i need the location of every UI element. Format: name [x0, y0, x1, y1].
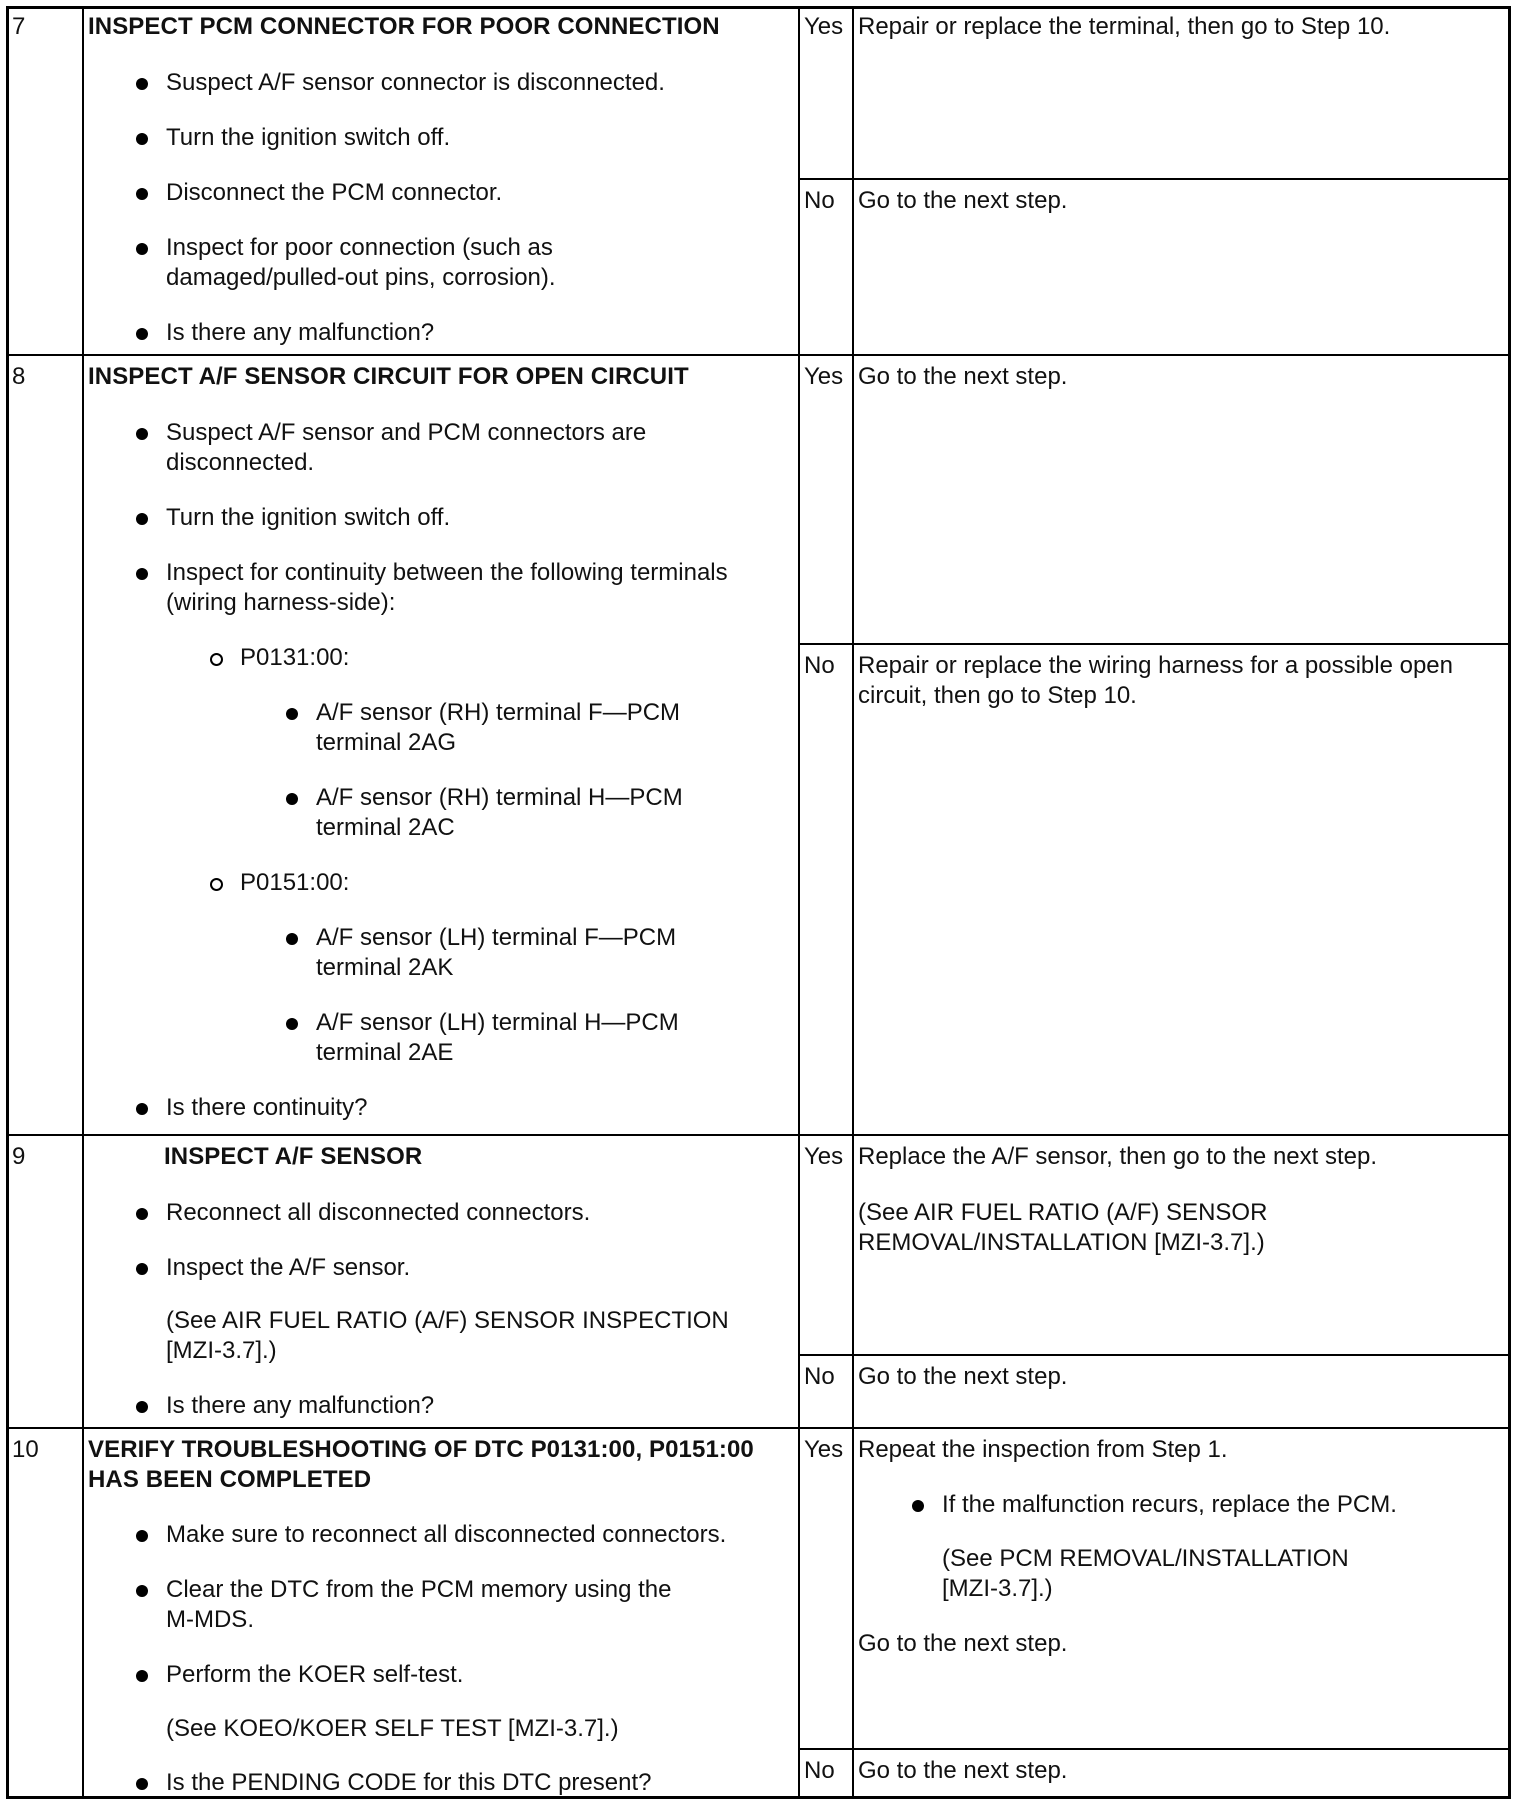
bullet-icon	[136, 1585, 148, 1597]
step-number: 8	[12, 363, 26, 390]
step-number: 7	[12, 13, 26, 40]
no-label: No	[804, 1363, 835, 1390]
bullet-icon	[136, 1263, 148, 1275]
no-action-continued: circuit, then go to Step 10.	[858, 682, 1137, 709]
bullet-icon	[286, 1018, 298, 1030]
bullet-icon	[136, 1208, 148, 1220]
no-label: No	[804, 187, 835, 214]
yes-reference-continued: [MZI-3.7].)	[942, 1575, 1053, 1602]
no-label: No	[804, 1757, 835, 1784]
bullet-icon	[136, 568, 148, 580]
yes-action: Repair or replace the terminal, then go to Step 10.	[858, 13, 1391, 40]
bullet-icon	[286, 708, 298, 720]
yes-action: Repeat the inspection from Step 1.	[858, 1436, 1228, 1463]
yes-next: Go to the next step.	[858, 1630, 1068, 1657]
yes-label: Yes	[804, 13, 844, 40]
terminal-item-continued: terminal 2AK	[316, 954, 454, 981]
see-reference: (See AIR FUEL RATIO (A/F) SENSOR INSPECTION	[166, 1307, 729, 1334]
bullet-icon	[136, 1103, 148, 1115]
step-number: 9	[12, 1143, 26, 1170]
step-row-10: 10 VERIFY TROUBLESHOOTING OF DTC P0131:00, P0151:00 HAS BEEN COMPLETED Make sure to reconnect all disconnected connectors. Clear the DTC from the PCM memory using the M-MDS. Perform the KOER self-test. (See KOEO/KOER SELF TEST [MZI-3.7].) Is the PENDING CODE for this DTC present? Yes Repeat the inspection from Step 1. If the malfunction recurs, replace the PCM. (See PCM REMOVAL/INSTALLATION [MZI-3.7].) Go to the next step. No Go to the next step.	[6, 1427, 1511, 1799]
bullet-icon	[136, 328, 148, 340]
list-item-continued: (wiring harness-side):	[166, 589, 396, 616]
bullet-icon	[286, 793, 298, 805]
bullet-icon	[136, 428, 148, 440]
no-action: Go to the next step.	[858, 187, 1068, 214]
bullet-icon	[136, 1670, 148, 1682]
yes-reference: (See PCM REMOVAL/INSTALLATION	[942, 1545, 1349, 1572]
yes-action: Go to the next step.	[858, 363, 1068, 390]
no-action: Go to the next step.	[858, 1757, 1068, 1784]
bullet-icon	[286, 933, 298, 945]
step-title: INSPECT PCM CONNECTOR FOR POOR CONNECTION	[88, 13, 720, 40]
see-reference-continued: [MZI-3.7].)	[166, 1337, 277, 1364]
step-title: INSPECT A/F SENSOR CIRCUIT FOR OPEN CIRCUIT	[88, 363, 689, 390]
list-item-continued: M-MDS.	[166, 1606, 254, 1633]
yes-label: Yes	[804, 1436, 844, 1463]
circle-bullet-icon	[210, 653, 223, 666]
bullet-icon	[136, 1401, 148, 1413]
step-row-8: 8 INSPECT A/F SENSOR CIRCUIT FOR OPEN CIRCUIT Suspect A/F sensor and PCM connectors are disconnected. Turn the ignition switch off. Inspect for continuity between the following terminals (wiring harness-side): P0131:00: A/F sensor (RH) terminal F—PCM terminal 2AG A/F sensor (RH) terminal H—PCM terminal 2AC P0151:00: A/F sensor (LH) terminal F—PCM terminal 2AK A/F sensor (LH) terminal H—PCM terminal 2AE Is there continuity? Yes Go to the next step. No Repair or replace the wiring harness for a possible open circuit, then go to Step 10.	[6, 354, 1511, 1134]
bullet-icon	[136, 1530, 148, 1542]
circle-bullet-icon	[210, 878, 223, 891]
no-label: No	[804, 652, 835, 679]
step-row-9: 9 INSPECT A/F SENSOR Reconnect all disconnected connectors. Inspect the A/F sensor. (See AIR FUEL RATIO (A/F) SENSOR INSPECTION [MZI-3.7].) Is there any malfunction? Yes Replace the A/F sensor, then go to the next step. (See AIR FUEL RATIO (A/F) SENSOR REMOVAL/INSTALLATION [MZI-3.7].) No Go to the next step.	[6, 1134, 1511, 1427]
yes-label: Yes	[804, 1143, 844, 1170]
list-item-continued: damaged/pulled-out pins, corrosion).	[166, 264, 556, 291]
step-row-7: 7 INSPECT PCM CONNECTOR FOR POOR CONNECTION Suspect A/F sensor connector is disconnected. Turn the ignition switch off. Disconnect the PCM connector. Inspect for poor connection (such as damaged/pulled-out pins, corrosion). Is there any malfunction? Yes Repair or replace the terminal, then go to Step 10. No Go to the next step.	[6, 6, 1511, 354]
no-action: Go to the next step.	[858, 1363, 1068, 1390]
bullet-icon	[136, 243, 148, 255]
bullet-icon	[912, 1500, 924, 1512]
bullet-icon	[136, 1778, 148, 1790]
yes-reference-continued: REMOVAL/INSTALLATION [MZI-3.7].)	[858, 1229, 1265, 1256]
bullet-icon	[136, 78, 148, 90]
list-item-continued: disconnected.	[166, 449, 315, 476]
no-action: Repair or replace the wiring harness for a possible open	[858, 652, 1453, 679]
terminal-item-continued: terminal 2AC	[316, 814, 455, 841]
bullet-icon	[136, 513, 148, 525]
terminal-item-continued: terminal 2AE	[316, 1039, 454, 1066]
yes-reference: (See AIR FUEL RATIO (A/F) SENSOR	[858, 1199, 1268, 1226]
see-reference: (See KOEO/KOER SELF TEST [MZI-3.7].)	[166, 1715, 619, 1742]
terminal-item-continued: terminal 2AG	[316, 729, 457, 756]
yes-action: Replace the A/F sensor, then go to the next step.	[858, 1143, 1377, 1170]
step-number: 10	[12, 1436, 39, 1463]
step-title: INSPECT A/F SENSOR	[164, 1143, 423, 1170]
yes-label: Yes	[804, 363, 844, 390]
step-title: VERIFY TROUBLESHOOTING OF DTC P0131:00, P0151:00	[88, 1436, 754, 1463]
troubleshooting-table	[6, 6, 1511, 1799]
bullet-icon	[136, 188, 148, 200]
step-title-continued: HAS BEEN COMPLETED	[88, 1466, 372, 1493]
bullet-icon	[136, 133, 148, 145]
